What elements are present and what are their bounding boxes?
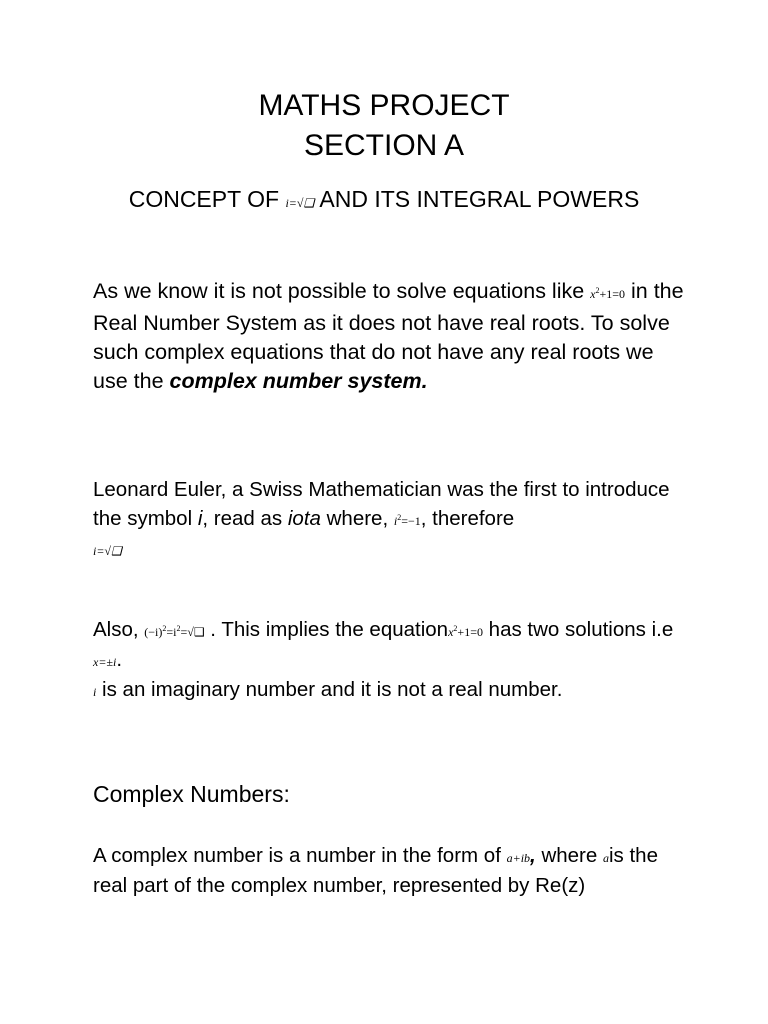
euler-text-2: , read as (202, 507, 288, 530)
also-text-5: is an imaginary number and it is not a real number. (96, 678, 563, 701)
imaginary-i-math: i (93, 685, 97, 699)
equation-x: x (590, 287, 596, 301)
neg-i-exp: 2 (162, 624, 167, 633)
i-root-math: i=√❑ (93, 544, 122, 558)
a-plus-ib-math: a+ib (506, 851, 531, 865)
equation2-rest: +1=0 (457, 625, 483, 639)
intro-text-1: As we know it is not possible to solve equations like (93, 279, 591, 303)
page-title: MATHS PROJECT (258, 89, 510, 122)
iota-definition-math: i=√❑ (285, 196, 315, 210)
equation-exponent: 2 (595, 286, 600, 295)
definition-text-2: where (535, 844, 603, 867)
definition-text-3: is the real part of the complex number, represented by Re(z) (93, 844, 658, 897)
also-text-3: has two solutions i.e (482, 618, 674, 641)
euler-text-1: Leonard Euler, a Swiss Mathematician was the first to introduce the symbol (93, 478, 670, 530)
definition-comma: , (530, 844, 536, 867)
i-squared-base: i (393, 514, 398, 528)
equation-rest: +1=0 (599, 287, 626, 301)
iota-word: iota (287, 507, 321, 530)
root-part: =√❑ (180, 625, 205, 639)
definition-text-1: A complex number is a number in the form of (93, 844, 507, 867)
euler-text-3: where, (320, 507, 394, 530)
equation-math (590, 287, 625, 301)
a-math: a (602, 851, 609, 865)
intro-text-2: in the Real Number System as it does not have real roots. To solve such complex equations that do not have any real roots we use the (93, 279, 684, 393)
i-squared-rest: =−1 (401, 514, 421, 528)
also-text-1: Also, (93, 618, 145, 641)
intro-paragraph (93, 276, 693, 396)
symbol-i: i (197, 507, 203, 530)
complex-numbers-heading: Complex Numbers: (93, 781, 290, 807)
equation2-math (448, 625, 483, 639)
also-text-2: . This implies the equation (204, 618, 449, 641)
i-squared-exp: 2 (397, 513, 402, 522)
complex-system-emphasis: complex number system. (169, 369, 428, 393)
concept-heading (100, 186, 668, 217)
eq-i-part: =i (166, 625, 177, 639)
section-title: SECTION A (303, 129, 465, 162)
i-squared-math (394, 514, 421, 528)
equation2-exp: 2 (453, 624, 458, 633)
also-text-4: . (116, 648, 123, 671)
euler-text-4: , therefore (420, 507, 515, 530)
also-paragraph (93, 615, 693, 706)
complex-definition-paragraph (93, 842, 693, 900)
solutions-math: x=±i (93, 655, 117, 669)
eq-i-exp: 2 (176, 624, 181, 633)
euler-paragraph (93, 476, 693, 565)
equation2-x: x (448, 625, 454, 639)
concept-heading-pre: CONCEPT OF (128, 186, 286, 212)
neg-i-part: (−i) (144, 625, 163, 639)
neg-i-squared-math (144, 625, 204, 639)
concept-heading-post: AND ITS INTEGRAL POWERS (314, 186, 640, 212)
